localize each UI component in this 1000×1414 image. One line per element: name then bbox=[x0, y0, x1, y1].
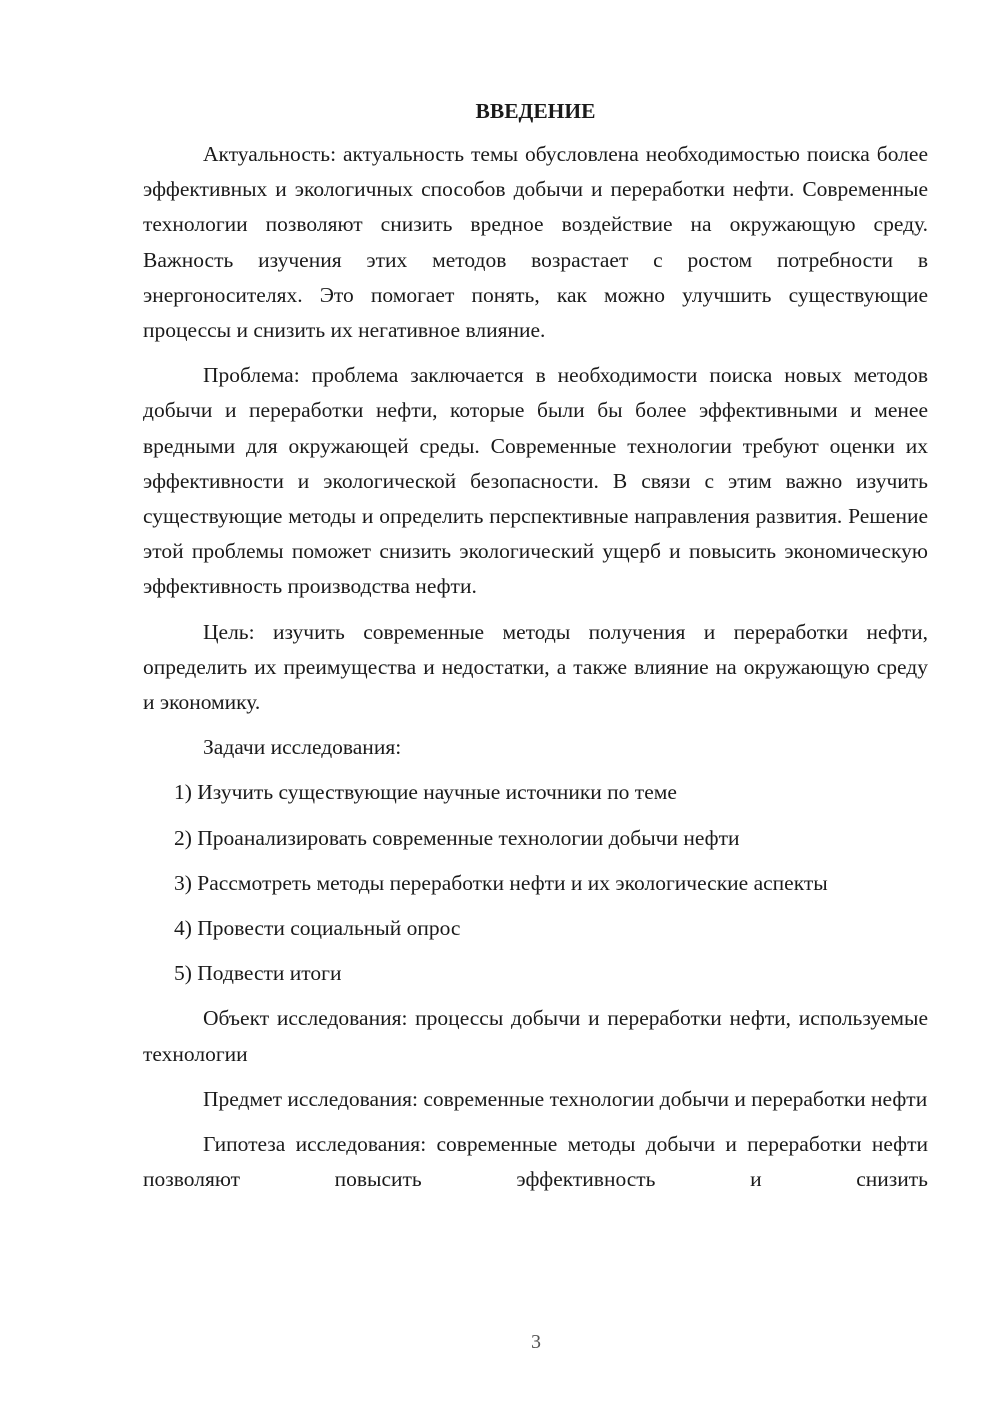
paragraph-tasks-heading: Задачи исследования: bbox=[203, 735, 402, 760]
paragraph-hypothesis: Гипотеза исследования: современные методы добычи и переработки нефти позволяют повысить эффективность и снизить bbox=[143, 1132, 928, 1192]
page-number: 3 bbox=[531, 1331, 541, 1353]
task-item-4: 4) Провести социальный опрос bbox=[174, 916, 461, 941]
task-item-2: 2) Проанализировать современные технологии добычи нефти bbox=[174, 825, 740, 850]
document-title: ВВЕДЕНИЕ bbox=[475, 99, 596, 123]
paragraph-problem: Проблема: проблема заключается в необходимости поиска новых методов добычи и переработки нефти, которые были бы более эффективными и менее вредными для окружающей среды. Современные технологии требуют оценки их эффективности и экологической безопасности. В связи с этим важно изучить существующие методы и определить перспективные направления развития. Решение этой проблемы поможет снизить экологический ущерб и повысить экономическую эффективность производства нефти. bbox=[143, 363, 928, 599]
paragraph-goal: Цель: изучить современные методы получения и переработки нефти, определить их преимущества и недостатки, а также влияние на окружающую среду и экономику. bbox=[143, 619, 928, 715]
paragraph-relevance: Актуальность: актуальность темы обусловлена необходимостью поиска более эффективных и экологичных способов добычи и переработки нефти. Современные технологии позволяют снизить вредное воздействие на окружающую среду. Важность изучения этих методов возрастает с ростом потребности в энергоносителях. Это помогает понять, как можно улучшить существующие процессы и снизить их негативное влияние. bbox=[143, 142, 928, 343]
document-page bbox=[143, 96, 928, 1207]
tasks-list bbox=[143, 775, 928, 991]
task-item-3: 3) Рассмотреть методы переработки нефти и их экологические аспекты bbox=[174, 870, 828, 895]
task-item-5: 5) Подвести итоги bbox=[174, 961, 342, 986]
task-item-1: 1) Изучить существующие научные источники по теме bbox=[174, 780, 677, 805]
paragraph-subject: Предмет исследования: современные технологии добычи и переработки нефти bbox=[203, 1086, 928, 1111]
paragraph-object: Объект исследования: процессы добычи и переработки нефти, используемые технологии bbox=[143, 1006, 928, 1066]
